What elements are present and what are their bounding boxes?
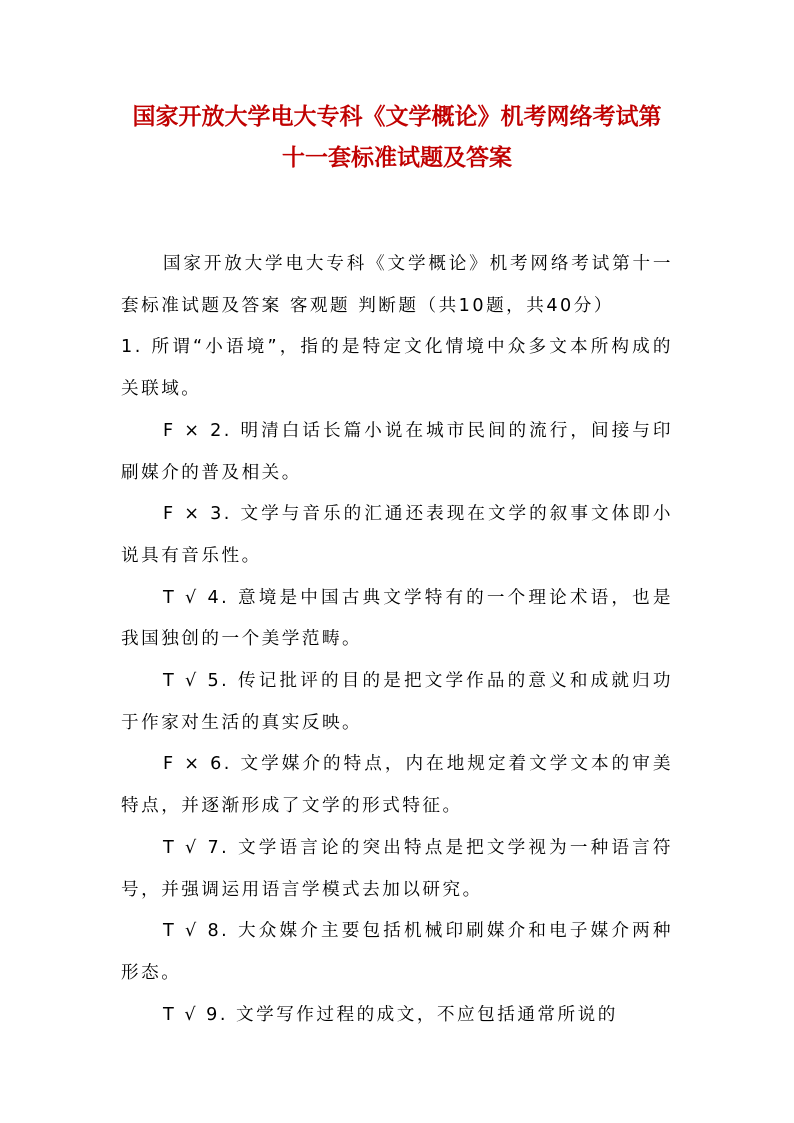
question-item: T √ 4. 意境是中国古典文学特有的一个理论术语，也是我国独创的一个美学范畴。 bbox=[121, 587, 673, 650]
question-item: F × 2. 明清白话长篇小说在城市民间的流行，间接与印刷媒介的普及相关。 bbox=[121, 420, 673, 483]
intro-paragraph: 国家开放大学电大专科《文学概论》机考网络考试第十一套标准试题及答案 客观题 判断题（共10题，共40分） bbox=[121, 254, 673, 316]
document-title-line-2: 十一套标准试题及答案 bbox=[282, 144, 512, 171]
question-item: T √ 5. 传记批评的目的是把文学作品的意义和成就归功于作家对生活的真实反映。 bbox=[121, 671, 673, 733]
question-item: F × 6. 文学媒介的特点，内在地规定着文学文本的审美特点，并逐渐形成了文学的形式特征。 bbox=[121, 754, 673, 817]
question-item: F × 3. 文学与音乐的汇通还表现在文学的叙事文体即小说具有音乐性。 bbox=[121, 504, 673, 566]
document-body bbox=[121, 244, 673, 1036]
question-item: T √ 8. 大众媒介主要包括机械印刷媒介和电子媒介两种形态。 bbox=[121, 921, 673, 983]
question-item: T √ 7. 文学语言论的突出特点是把文学视为一种语言符号，并强调运用语言学模式去加以研究。 bbox=[121, 837, 673, 900]
document-title-line-1: 国家开放大学电大专科《文学概论》机考网络考试第 bbox=[132, 103, 662, 130]
question-1: 1. 所谓“小语境”，指的是特定文化情境中众多文本所构成的关联域。 bbox=[121, 337, 673, 400]
question-item: T √ 9. 文学写作过程的成文，不应包括通常所说的 bbox=[163, 1004, 618, 1025]
